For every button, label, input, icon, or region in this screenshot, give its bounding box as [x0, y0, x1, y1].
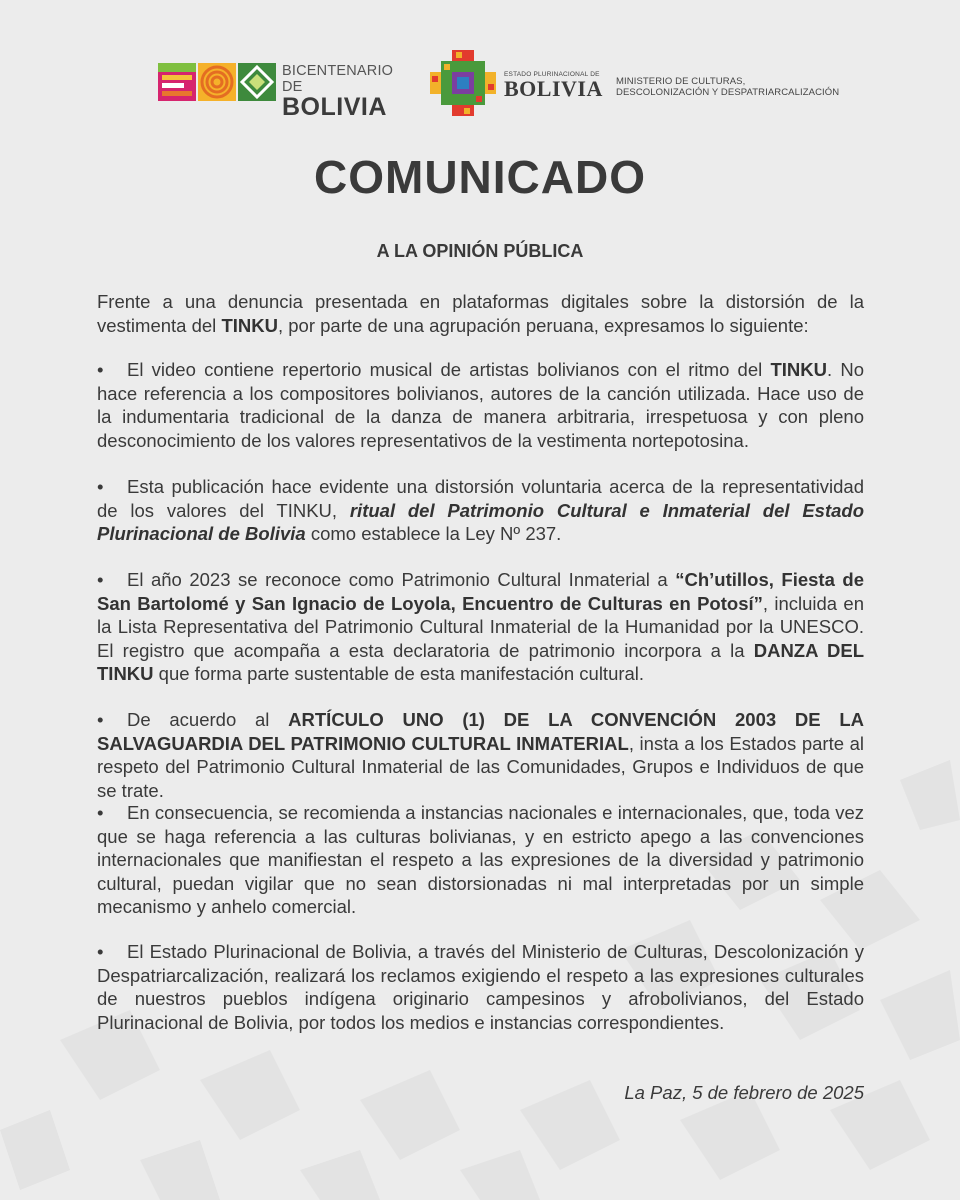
document-subtitle: A LA OPINIÓN PÚBLICA [376, 241, 584, 261]
bullet-5-text-1: En consecuencia, se recomienda a instancias nacionales e internacionales, que, toda vez que se haga referencia a las culturas bolivianas, y en estricto apego a las convenciones internacionales que manifiestan el respeto a las expresiones de la diversidad y patrimonio cultural, puedan vigilar que no sean distorsionadas ni mal interpretadas por un simple mecanismo y anhelo comercial. [97, 802, 864, 917]
bullet-paragraph-2 [97, 475, 864, 546]
bullet-3-text-1: El año 2023 se reconoce como Patrimonio Cultural Inmaterial a [127, 569, 676, 590]
ministerio-label [616, 76, 839, 98]
ministerio-line2: DESCOLONIZACIÓN Y DESPATRIARCALIZACIÓN [616, 87, 840, 98]
bullet-6-text-1: El Estado Plurinacional de Bolivia, a través del Ministerio de Culturas, Descolonización y Despatriarcalización, realizará los reclamos exigiendo el respeto a las expresiones culturales de nuestros pueblos indígena originario campesinos y afrobolivianos, del Estado Plurinacional de Bolivia, por todos los medios e instancias correspondientes. [97, 941, 864, 1033]
bullet-1-bold-1: TINKU [770, 359, 827, 380]
bicentenario-emblem-icon [158, 63, 276, 101]
bullet-marker: • [97, 476, 104, 497]
bullet-3-text-2: , incluida en la Lista Representativa del Patrimonio Cultural Inmaterial de la Humanidad por la UNESCO. El registro que acompaña a esta declaratoria de patrimonio incorpora a la [97, 592, 864, 661]
bullet-paragraph-4 [97, 708, 864, 802]
bullet-3-bold-2: DANZA DEL TINKU [97, 639, 864, 684]
bullet-marker: • [97, 569, 104, 590]
bullet-1-text-1: El video contiene repertorio musical de artistas bolivianos con el ritmo del [127, 359, 771, 380]
bullet-2-text-2: como establece la Ley Nº 237. [305, 523, 562, 544]
bullet-marker: • [97, 802, 104, 823]
bullet-paragraph-6 [97, 940, 864, 1034]
bullet-2-text-1: Esta publicación hace evidente una distorsión voluntaria acerca de la representatividad de los valores del TINKU, [97, 476, 864, 521]
signoff-date: La Paz, 5 de febrero de 2025 [624, 1082, 864, 1103]
estado-plurinacional-logo [430, 50, 605, 120]
bullet-paragraph-1 [97, 358, 864, 452]
bullet-paragraph-5 [97, 801, 864, 919]
bicentenario-line2: BOLIVIA [282, 93, 387, 121]
bullet-4-bold-1: ARTÍCULO UNO (1) DE LA CONVENCIÓN 2003 DE LA SALVAGUARDIA DEL PATRIMONIO CULTURAL INMATERIAL [97, 709, 865, 754]
intro-text-2: , por parte de una agrupación peruana, expresamos lo siguiente: [277, 314, 809, 336]
bullet-4-text-2: , insta a los Estados parte al respeto del Patrimonio Cultural Inmaterial de las Comunidades, Grupos e Individuos de que se trate. [97, 732, 864, 801]
bicentenario-logo [158, 63, 403, 121]
bullet-marker: • [97, 359, 104, 380]
estado-line1: ESTADO PLURINACIONAL DE [504, 71, 600, 78]
intro-bold-1: TINKU [221, 314, 278, 336]
bullet-4-text-1: De acuerdo al [127, 709, 289, 730]
bullet-marker: • [97, 709, 104, 730]
estado-line2: BOLIVIA [504, 76, 603, 101]
bullet-3-bold-1: “Ch’utillos, Fiesta de San Bartolomé y San Ignacio de Loyola, Encuentro de Culturas en Potosí” [97, 569, 864, 614]
document-title: COMUNICADO [314, 151, 646, 203]
bicentenario-line1: BICENTENARIO DE [282, 63, 394, 95]
intro-paragraph [97, 290, 864, 337]
bullet-marker: • [97, 941, 104, 962]
bullet-1-text-2: . No hace referencia a los compositores bolivianos, autores de la canción utilizada. Hace uso de la indumentaria tradicional de la danza de manera arbitraria, irrespetuosa y con pleno desconocimiento de los valores representativos de la vestimenta nortepotosina. [97, 359, 864, 451]
bullet-paragraph-3 [97, 568, 864, 686]
ministerio-line1: MINISTERIO DE CULTURAS, [616, 76, 746, 87]
intro-text-1: Frente a una denuncia presentada en plataformas digitales sobre la distorsión de la vestimenta del [97, 291, 864, 336]
bullet-2-bold-italic-1: ritual del Patrimonio Cultural e Inmaterial del Estado Plurinacional de Bolivia [97, 499, 865, 544]
bullet-3-text-3: que forma parte sustentable de esta manifestación cultural. [153, 663, 645, 684]
chakana-emblem-icon [430, 50, 496, 116]
